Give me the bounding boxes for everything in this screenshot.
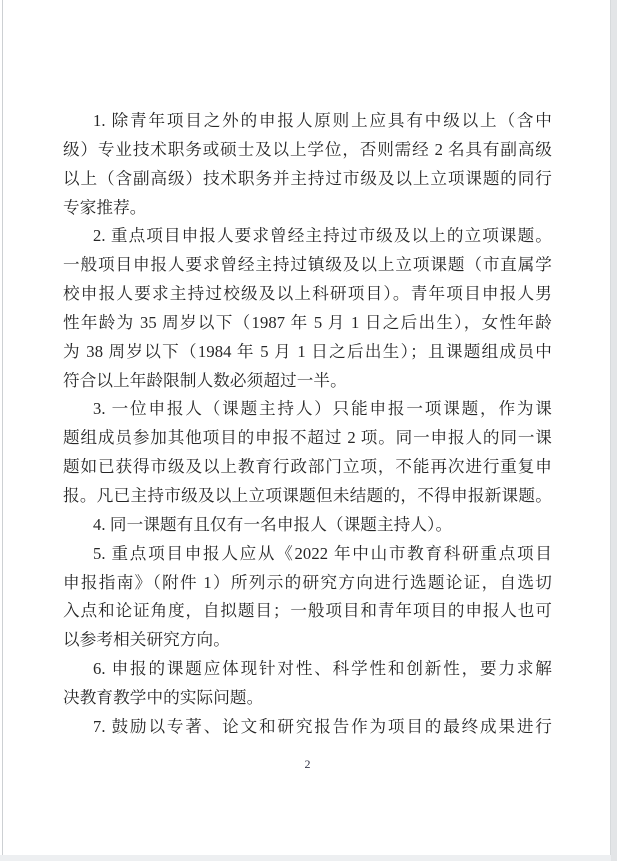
text-line: 入点和论证角度，自拟题目；一般项目和青年项目的申报人也可	[63, 601, 552, 621]
page-edge-right	[610, 0, 617, 861]
text-line: 级）专业技术职务或硕士及以上学位，否则需经 2 名具有副高级	[63, 139, 552, 159]
text-line: 6. 申报的课题应体现针对性、科学性和创新性，要力求解	[93, 659, 552, 679]
text-line: 决教育教学中的实际问题。	[63, 687, 264, 707]
text-line: 专家推荐。	[63, 197, 147, 217]
text-line: 报。凡已主持市级及以上立项课题但未结题的，不得申报新课题。	[63, 485, 552, 505]
text-line: 5. 重点项目申报人应从《2022 年中山市教育科研重点项目	[93, 543, 552, 563]
text-line: 校申报人要求主持过校级及以上科研项目）。青年项目申报人男	[63, 284, 552, 304]
text-line: 题组成员参加其他项目的申报不超过 2 项。同一申报人的同一课	[63, 428, 552, 448]
text-line: 2. 重点项目申报人要求曾经主持过市级及以上的立项课题。	[93, 226, 552, 246]
text-line: 3. 一位申报人（课题主持人）只能申报一项课题，作为课	[93, 399, 552, 419]
text-line: 为 38 周岁以下（1984 年 5 月 1 日之后出生）；且课题组成员中	[63, 341, 552, 361]
text-line: 7. 鼓励以专著、论文和研究报告作为项目的最终成果进行	[93, 716, 552, 736]
text-line: 以上（含副高级）技术职务并主持过市级及以上立项课题的同行	[63, 168, 552, 188]
text-line: 申报指南》（附件 1）所列示的研究方向进行选题论证，自选切	[63, 572, 552, 592]
text-line: 以参考相关研究方向。	[63, 630, 230, 650]
text-line: 4. 同一课题有且仅有一名申报人（课题主持人）。	[93, 514, 453, 534]
text-line: 1. 除青年项目之外的申报人原则上应具有中级以上（含中	[93, 111, 552, 130]
page-edge-left	[2, 0, 3, 855]
text-line: 符合以上年龄限制人数必须超过一半。	[63, 370, 347, 390]
page-edge-bottom	[0, 855, 611, 861]
text-line: 一般项目申报人要求曾经主持过镇级及以上立项课题（市直属学	[63, 255, 552, 275]
text-line: 性年龄为 35 周岁以下（1987 年 5 月 1 日之后出生），女性年龄	[63, 312, 552, 332]
page-number: 2	[304, 757, 311, 771]
text-line: 题如已获得市级及以上教育行政部门立项，不能再次进行重复申	[63, 457, 552, 477]
document-body	[63, 107, 552, 742]
